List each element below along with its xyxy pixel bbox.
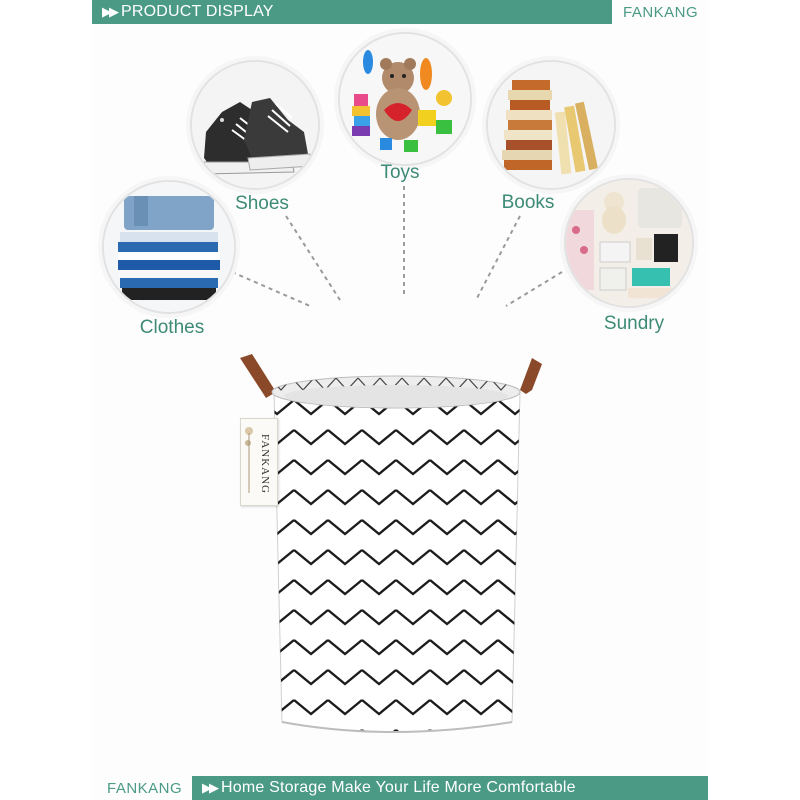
right-handle [520, 358, 542, 394]
category-label-books: Books [501, 192, 555, 213]
double-arrow-icon: ▶▶ [102, 4, 116, 19]
shoes-circle [190, 60, 320, 190]
header-title: PRODUCT DISPLAY [121, 3, 274, 20]
toys-circle [338, 32, 472, 166]
category-label-shoes: Shoes [235, 193, 289, 214]
connector-sundry [506, 272, 562, 306]
connector-books [476, 216, 520, 300]
header-brand: FANKANG [623, 4, 699, 21]
storage-basket-image [230, 350, 550, 745]
tag-brand-text: FANKANG [259, 434, 271, 494]
teddy-bear-toys-icon [340, 34, 470, 164]
connector-shoes [286, 216, 340, 300]
left-handle [240, 354, 276, 398]
footer-brand: FANKANG [107, 780, 183, 797]
brand-hang-tag [240, 418, 278, 506]
category-label-clothes: Clothes [139, 317, 205, 338]
footer-slogan: Home Storage Make Your Life More Comfortable [221, 779, 576, 796]
category-label-sundry: Sundry [603, 313, 665, 334]
book-stack-icon [488, 62, 614, 188]
footer-bar [192, 776, 708, 800]
sneakers-icon [192, 62, 318, 188]
connector-clothes [232, 272, 310, 306]
category-label-toys: Toys [380, 162, 420, 183]
double-arrow-icon: ▶▶ [202, 780, 216, 795]
books-circle [486, 60, 616, 190]
